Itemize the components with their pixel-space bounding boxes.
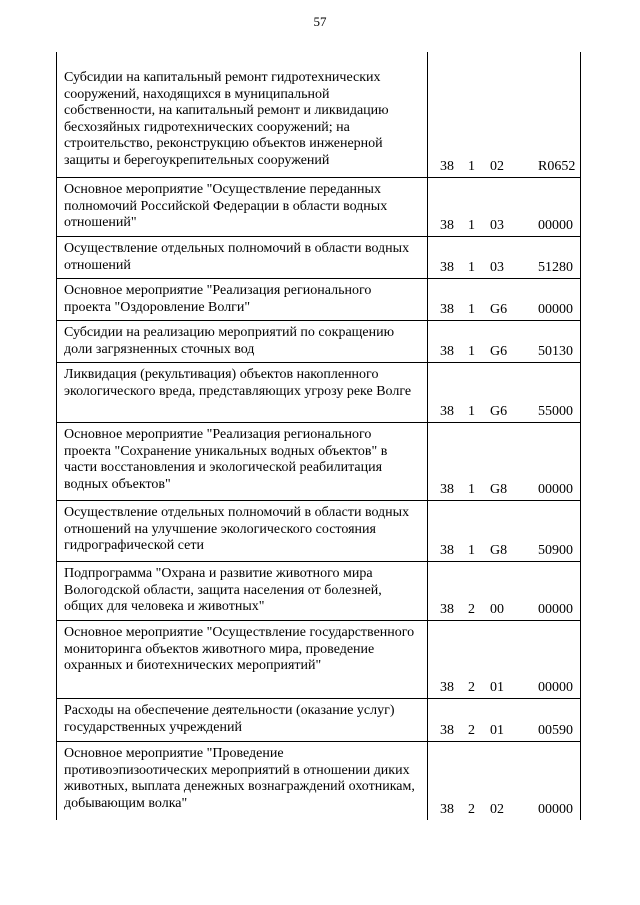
table-row [56, 742, 581, 820]
row-codes [428, 621, 581, 698]
direction-code: 50900 [538, 543, 573, 558]
table-row [56, 501, 581, 562]
table-row [56, 423, 581, 501]
table-row [56, 178, 581, 237]
direction-code: 00000 [538, 218, 573, 233]
subprogram-code: 1 [468, 344, 475, 359]
program-code: 38 [440, 302, 454, 317]
event-code: 01 [490, 723, 504, 738]
table-row [56, 699, 581, 742]
table-row [56, 279, 581, 321]
direction-code: 51280 [538, 260, 573, 275]
program-code: 38 [440, 260, 454, 275]
page-number: 57 [313, 14, 327, 29]
subprogram-code: 2 [468, 802, 475, 817]
row-name: Расходы на обеспечение деятельности (оказание услуг) государственных учреждений [56, 699, 428, 741]
row-codes [428, 52, 581, 177]
row-name: Основное мероприятие "Реализация регионального проекта "Сохранение уникальных водных объектов" в части восстановления и экологической реабилитация водных объектов" [56, 423, 428, 500]
table-row [56, 52, 581, 178]
subprogram-code: 1 [468, 302, 475, 317]
event-code: 00 [490, 602, 504, 617]
row-name: Осуществление отдельных полномочий в области водных отношений на улучшение экологического состояния гидрографической сети [56, 501, 428, 561]
event-code: 01 [490, 680, 504, 695]
event-code: G6 [490, 404, 508, 419]
subprogram-code: 1 [468, 543, 475, 558]
event-code: 02 [490, 159, 504, 174]
program-code: 38 [440, 218, 454, 233]
row-name: Основное мероприятие "Реализация регионального проекта "Оздоровление Волги" [56, 279, 428, 320]
direction-code: 00000 [538, 302, 573, 317]
subprogram-code: 1 [468, 159, 475, 174]
row-codes [428, 178, 581, 236]
row-codes [428, 321, 581, 362]
row-name: Ликвидация (рекультивация) объектов накопленного экологического вреда, представляющих угрозу реке Волге [56, 363, 428, 422]
row-name: Основное мероприятие "Проведение противоэпизоотических мероприятий в отношении диких животных, выплата денежных вознаграждений охотникам, добывающим волка" [56, 742, 428, 820]
event-code: 03 [490, 260, 504, 275]
row-codes [428, 423, 581, 500]
subprogram-code: 1 [468, 404, 475, 419]
subprogram-code: 2 [468, 680, 475, 695]
program-code: 38 [440, 543, 454, 558]
table-row [56, 562, 581, 621]
row-codes [428, 742, 581, 820]
event-code: G6 [490, 344, 508, 359]
row-name: Основное мероприятие "Осуществление государственного мониторинга объектов животного мира, проведение охранных и биотехнических мероприятий" [56, 621, 428, 698]
direction-code: 00000 [538, 680, 573, 695]
subprogram-code: 2 [468, 723, 475, 738]
subprogram-code: 1 [468, 482, 475, 497]
row-codes [428, 363, 581, 422]
table-row [56, 321, 581, 363]
row-codes [428, 562, 581, 620]
row-name: Субсидии на реализацию мероприятий по сокращению доли загрязненных сточных вод [56, 321, 428, 362]
table-row [56, 621, 581, 699]
row-name: Подпрограмма "Охрана и развитие животного мира Вологодской области, защита населения от болезней, общих для человека и животных" [56, 562, 428, 620]
program-code: 38 [440, 344, 454, 359]
subprogram-code: 2 [468, 602, 475, 617]
direction-code: R0652 [538, 159, 576, 174]
row-name: Субсидии на капитальный ремонт гидротехнических сооружений, находящихся в муниципальной собственности, на капитальный ремонт и ликвидацию бесхозяйных гидротехнических сооружений; на строительство, реконструкцию объектов инженерной защиты и берегоукрепительных сооружений [56, 52, 428, 177]
row-codes [428, 237, 581, 278]
budget-table [56, 52, 581, 820]
direction-code: 00590 [538, 723, 573, 738]
direction-code: 55000 [538, 404, 573, 419]
row-name: Основное мероприятие "Осуществление переданных полномочий Российской Федерации в области водных отношений" [56, 178, 428, 236]
row-codes [428, 279, 581, 320]
event-code: G6 [490, 302, 508, 317]
subprogram-code: 1 [468, 260, 475, 275]
row-codes [428, 699, 581, 741]
program-code: 38 [440, 482, 454, 497]
direction-code: 50130 [538, 344, 573, 359]
event-code: G8 [490, 543, 508, 558]
event-code: G8 [490, 482, 508, 497]
subprogram-code: 1 [468, 218, 475, 233]
direction-code: 00000 [538, 802, 573, 817]
event-code: 02 [490, 802, 504, 817]
program-code: 38 [440, 404, 454, 419]
row-name: Осуществление отдельных полномочий в области водных отношений [56, 237, 428, 278]
row-codes [428, 501, 581, 561]
table-row [56, 237, 581, 279]
program-code: 38 [440, 723, 454, 738]
program-code: 38 [440, 680, 454, 695]
table-row [56, 363, 581, 423]
program-code: 38 [440, 159, 454, 174]
program-code: 38 [440, 802, 454, 817]
direction-code: 00000 [538, 482, 573, 497]
direction-code: 00000 [538, 602, 573, 617]
program-code: 38 [440, 602, 454, 617]
event-code: 03 [490, 218, 504, 233]
